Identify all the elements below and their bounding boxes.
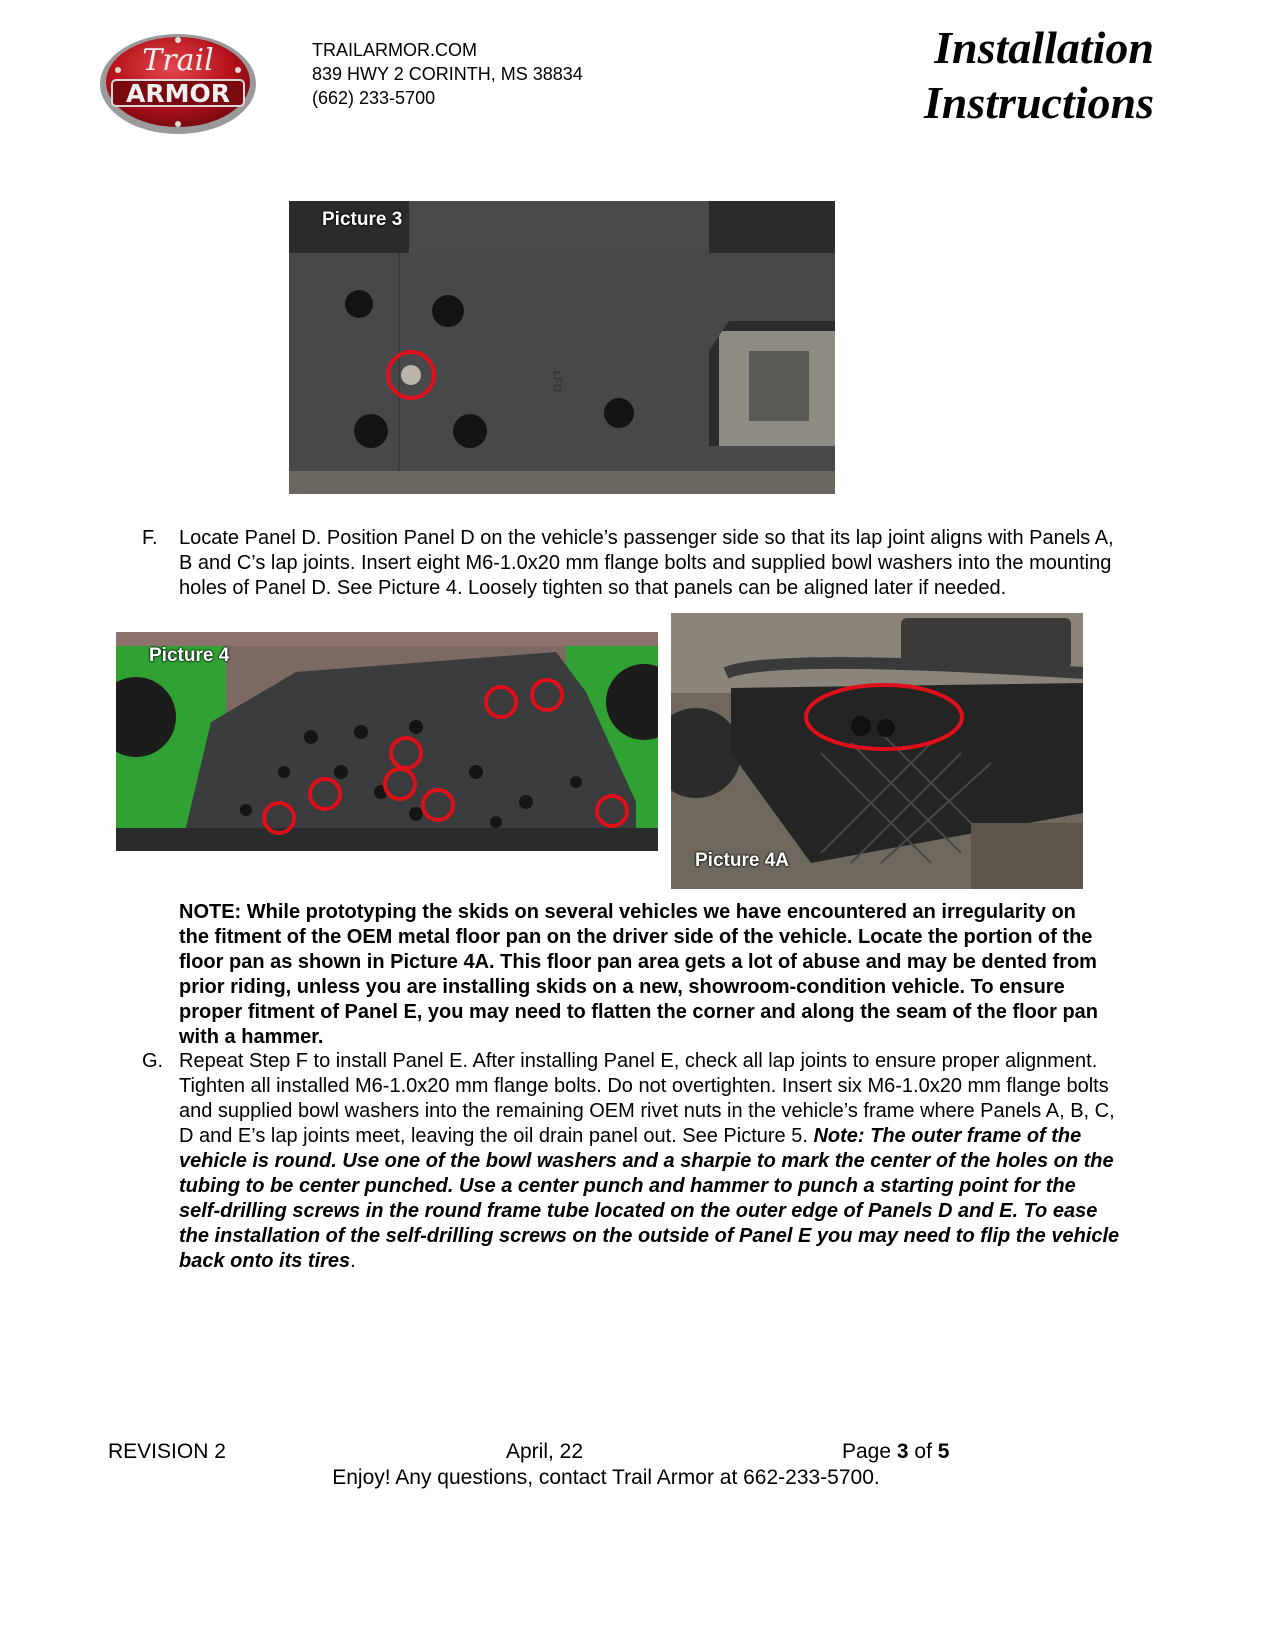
trail-armor-logo [98,28,258,136]
step-g-marker: G. [142,1050,164,1072]
company-phone: (662) 233-5700 [312,88,436,108]
step-f-text: Locate Panel D. Position Panel D on the vehicle’s passenger side so that its lap joint aligns with Panels A, B and C’s lap joints. Insert eight M6-1.0x20 mm flange bolts and supplied bowl washers into the mounting holes of Panel D. See Picture 4. Loosely tighten so that panels can be aligned later if needed. [179,527,1114,599]
panel-stamp-text: LFD [551,371,563,392]
page-current: 3 [896,1440,909,1463]
footer-page-number [842,1439,949,1465]
footer-contact-line: Enjoy! Any questions, contact Trail Armor at 662-233-5700. [332,1466,880,1489]
company-website: TRAILARMOR.COM [312,40,478,60]
step-g-end: . [350,1250,356,1272]
picture-4-photo [116,632,658,851]
company-contact [312,38,583,110]
page-of: of [908,1440,938,1463]
picture-4-label: Picture 4 [149,645,230,666]
fitment-note: NOTE: While prototyping the skids on several vehicles we have encountered an irregularity on the fitment of the OEM metal floor pan on the driver side of the vehicle. Locate the portion of the floor pan as shown in Picture 4A. This floor pan area gets a lot of abuse and may be dented from prior riding, unless you are installing skids on a new, showroom-condition vehicle. To ensure proper fitment of Panel E, you may need to flatten the corner and along the seam of the floor pan with a hammer. [179,901,1099,1048]
document-title-line-2: Instructions [923,77,1154,128]
page-prefix: Page [842,1440,897,1463]
step-g [142,1049,1122,1274]
document-title [794,20,1154,130]
footer-revision: REVISION 2 [108,1440,226,1463]
logo-text-trail: Trail [142,43,214,78]
step-g-body [179,1049,1122,1274]
step-f-marker: F. [142,527,158,549]
document-title-line-1: Installation [934,22,1154,73]
step-f [142,526,1122,601]
footer-date: April, 22 [506,1440,584,1463]
step-g-text: Repeat Step F to install Panel E. After installing Panel E, check all lap joints to ensure proper alignment. Tighten all installed M6-1.0x20 mm flange bolts. Do not overtighten. Insert six M6-1.0x20 mm flange bolts and supplied bowl washers into the remaining OEM rivet nuts in the vehicle’s frame where Panels A, B, C, D and E’s lap joints meet, leaving the oil drain panel out. See Picture 5. [179,1050,1115,1147]
picture-3-label: Picture 3 [322,209,403,230]
picture-4a-label: Picture 4A [695,850,789,871]
step-g-emphasis-note: Note: The outer frame of the vehicle is round. Use one of the bowl washers and a sharpie to mark the center of the holes on the tubing to be center punched. Use a center punch and hammer to punch a starting point for the self-drilling screws in the round frame tube located on the outer edge of Panels D and E. To ease the installation of the self-drilling screws on the outside of Panel E you may need to flip the vehicle back onto its tires [179,1125,1120,1272]
picture-4a-photo [671,613,1083,889]
company-address: 839 HWY 2 CORINTH, MS 38834 [312,64,583,84]
page-total: 5 [937,1440,950,1463]
logo-text-armor: ARMOR [126,79,230,108]
picture-3-photo [289,201,835,494]
